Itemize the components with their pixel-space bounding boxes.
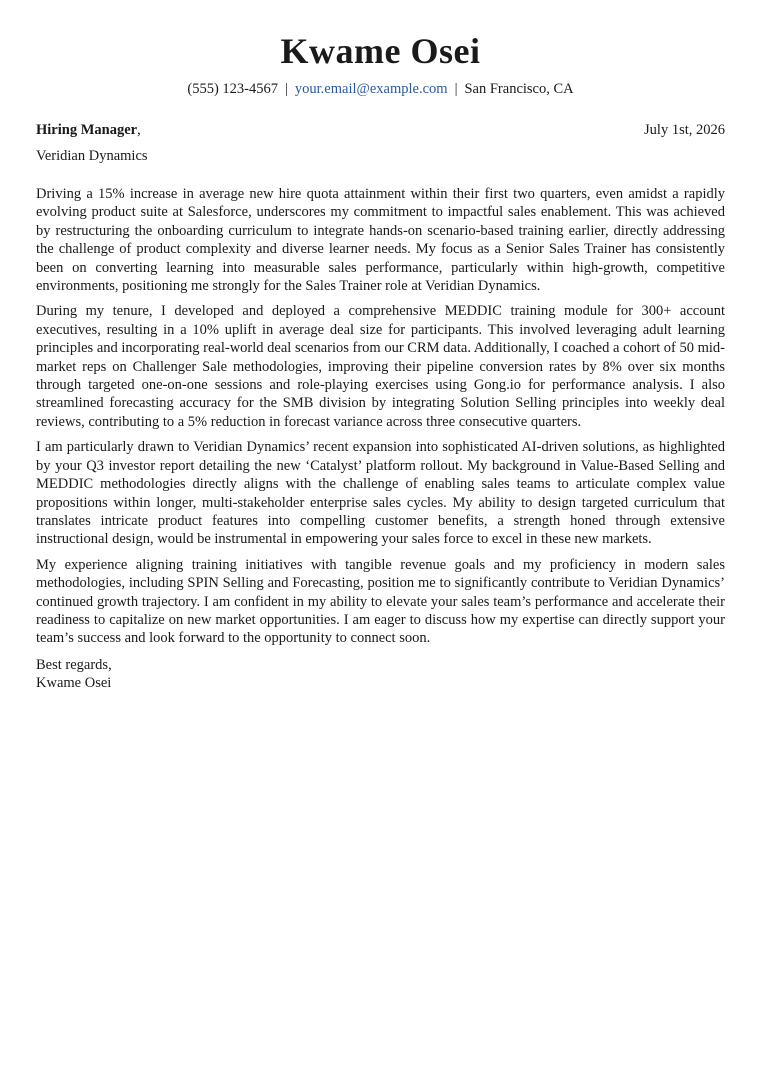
body-paragraph: I am particularly drawn to Veridian Dynamics’ recent expansion into sophisticated AI-driven solutions, as highlighted by your Q3 investor report detailing the new ‘Catalyst’ platform rollout. My background in Value-Based Selling and MEDDIC methodologies directly aligns with the challenge of enabling sales teams to articulate complex value propositions within longer, multi-stakeholder enterprise sales cycles. My ability to design targeted curriculum that translates intricate product features into compelling customer benefits, a strength honed through extensive instructional design, would be instrumental in empowering your sales force to excel in these new markets. [36, 439, 725, 548]
cover-letter [36, 24, 725, 693]
applicant-name: Kwame Osei [280, 31, 481, 71]
signature-name: Kwame Osei [36, 675, 112, 692]
email-link[interactable]: your.email@example.com [294, 81, 448, 97]
recipient-name: Hiring Manager [36, 122, 138, 138]
contact-separator: | [285, 81, 288, 97]
closing-block [36, 656, 725, 693]
location: San Francisco, CA [464, 81, 574, 97]
closing-salutation: Best regards, [36, 656, 112, 673]
recipient-greeting [36, 120, 141, 140]
phone-number: (555) 123-4567 [187, 81, 278, 97]
recipient-row [36, 120, 725, 140]
body-paragraph: During my tenure, I developed and deployed a comprehensive MEDDIC training module for 300+ account executives, resulting in a 10% uplift in average deal size for participants. This involved leveraging adult learning principles and incorporating real-world deal scenarios from our CRM data. Additionally, I coached a cohort of 50 mid-market reps on Challenger Sale methodologies, improving their pipeline conversion rates by 8% over six months through targeted one-on-one sessions and role-playing exercises using Gong.io for performance analysis. I also streamlined forecasting accuracy for the SMB division by integrating Solution Selling principles into weekly deal reviews, contributing to a 5% reduction in forecast variance across three consecutive quarters. [36, 303, 725, 430]
letter-date: July 1st, 2026 [644, 122, 725, 138]
contact-line [36, 79, 725, 99]
recipient-suffix: , [137, 122, 141, 138]
recipient-company: Veridian Dynamics [36, 148, 148, 164]
contact-separator: | [454, 81, 458, 97]
body-paragraph: Driving a 15% increase in average new hire quota attainment within their first two quarters, even amidst a rapidly evolving product suite at Salesforce, underscores my commitment to impactful sales enablement. This was achieved by restructuring the onboarding curriculum to integrate hands-on scenario-based training earlier, directly addressing the challenge of product complexity and diverse learner needs. My focus as a Senior Sales Trainer has consistently been on converting learning into measurable sales performance, particularly within high-growth, competitive environments, positioning me strongly for the Sales Trainer role at Veridian Dynamics. [36, 186, 725, 295]
letter-body [36, 185, 725, 648]
body-paragraph: My experience aligning training initiatives with tangible revenue goals and my proficiency in modern sales methodologies, including SPIN Selling and Forecasting, position me to significantly contribute to Veridian Dynamics’ continued growth trajectory. I am confident in my ability to elevate your sales team’s performance and accelerate their readiness to capitalize on new market opportunities. I am eager to discuss how my expertise can directly support your team’s success and look forward to the opportunity to connect soon. [36, 556, 725, 647]
